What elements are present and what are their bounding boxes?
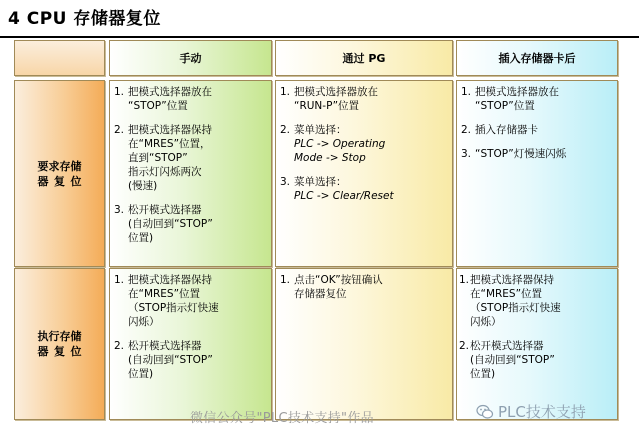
step-number: 3. (279, 176, 290, 188)
step-text (128, 123, 265, 193)
step-number: 1. (460, 86, 471, 98)
header-via-pg-label: 通过 PG (342, 52, 386, 65)
step-menu-path: PLC -> Clear/Reset (294, 190, 394, 202)
step-item (276, 85, 446, 113)
step-number: 2. (460, 124, 471, 136)
header-after-insert-card-label: 插入存储器卡后 (498, 52, 576, 65)
step-menu-path: PLC -> Operating Mode -> Stop (294, 138, 386, 164)
step-number: 1. (113, 274, 124, 286)
step-text-main: 把模式选择器保持 在“MRES”位置 （STOP指示灯快速 闪烁） (470, 274, 561, 328)
step-item (110, 123, 265, 193)
table-corner-cell (14, 40, 105, 76)
step-text-main: 松开模式选择器 (自动回到“STOP” 位置) (128, 340, 213, 380)
step-number: 1. (113, 86, 124, 98)
step-number: 3. (460, 148, 471, 160)
step-number: 1. (458, 274, 469, 286)
cell-req-pg-content (276, 81, 452, 203)
step-text-main: 把模式选择器放在 “RUN-P”位置 (294, 86, 378, 112)
step-item (276, 175, 446, 203)
step-text (294, 123, 446, 165)
step-text-main: 把模式选择器放在 “STOP”位置 (475, 86, 559, 112)
cell-exe-manual (109, 268, 272, 420)
page-title: 4 CPU 存储器复位 (8, 9, 161, 29)
step-number: 2. (458, 340, 469, 352)
step-text-main: 菜单选择： (294, 124, 347, 136)
cell-exe-card (456, 268, 618, 420)
step-text-main: 松开模式选择器 (自动回到“STOP” 位置) (470, 340, 555, 380)
step-item (110, 85, 265, 113)
step-text-main: 松开模式选择器 (自动回到“STOP” 位置) (128, 204, 213, 244)
step-item (457, 147, 611, 161)
step-item (110, 273, 265, 329)
memory-reset-table (4, 38, 634, 438)
row-label-requirement-text: 要求存储器复位 (37, 159, 82, 188)
cell-exe-card-content (457, 269, 617, 381)
cell-req-card-content (457, 81, 617, 161)
step-number: 2. (113, 340, 124, 352)
cell-exe-pg (275, 268, 453, 420)
header-via-pg (275, 40, 453, 76)
cell-req-manual (109, 80, 272, 267)
wechat-icon (476, 404, 494, 420)
step-number: 3. (113, 204, 124, 216)
step-text-main: 菜单选择： (294, 176, 347, 188)
row-label-execute (14, 268, 105, 420)
step-text (294, 85, 446, 113)
step-text (475, 147, 611, 161)
step-text (470, 273, 611, 329)
step-text-main: 把模式选择器放在 “STOP”位置 (128, 86, 212, 112)
step-text-main: 把模式选择器保持 在“MRES”位置， 直到“STOP” 指示灯闪烁两次 (慢速) (128, 124, 212, 192)
step-item (457, 339, 611, 381)
step-text-main: 把模式选择器保持 在“MRES”位置 （STOP指示灯快速 闪烁） (128, 274, 219, 328)
cell-exe-pg-content (276, 269, 452, 301)
row-label-requirement (14, 80, 105, 267)
watermark-brand (476, 401, 586, 422)
step-text (475, 85, 611, 113)
step-item (457, 273, 611, 329)
watermark-text: 微信公众号"PLC技术支持"作品 (190, 411, 374, 426)
step-text-main: “STOP”灯慢速闪烁 (475, 148, 567, 160)
step-number: 2. (113, 124, 124, 136)
step-item (110, 339, 265, 381)
header-manual (109, 40, 272, 76)
step-text (475, 123, 611, 137)
step-item (457, 85, 611, 113)
step-text (128, 203, 265, 245)
step-item (110, 203, 265, 245)
step-text (470, 339, 611, 381)
header-manual-label: 手动 (179, 52, 202, 65)
step-text (128, 273, 265, 329)
step-text (294, 273, 446, 301)
step-number: 2. (279, 124, 290, 136)
step-text (128, 85, 265, 113)
step-text-main: 点击“OK”按钮确认 存储器复位 (294, 274, 383, 300)
step-number: 1. (279, 86, 290, 98)
step-item (276, 123, 446, 165)
step-item (276, 273, 446, 301)
watermark-brand-text: PLC技术支持 (498, 403, 586, 421)
step-text (128, 339, 265, 381)
step-text-main: 插入存储器卡 (475, 124, 538, 136)
step-item (457, 123, 611, 137)
cell-req-manual-content (110, 81, 271, 245)
cell-req-pg (275, 80, 453, 267)
step-text (294, 175, 446, 203)
cell-exe-manual-content (110, 269, 271, 381)
cell-req-card (456, 80, 618, 267)
step-number: 1. (279, 274, 290, 286)
header-after-insert-card (456, 40, 618, 76)
row-label-execute-text: 执行存储器复位 (37, 330, 82, 358)
